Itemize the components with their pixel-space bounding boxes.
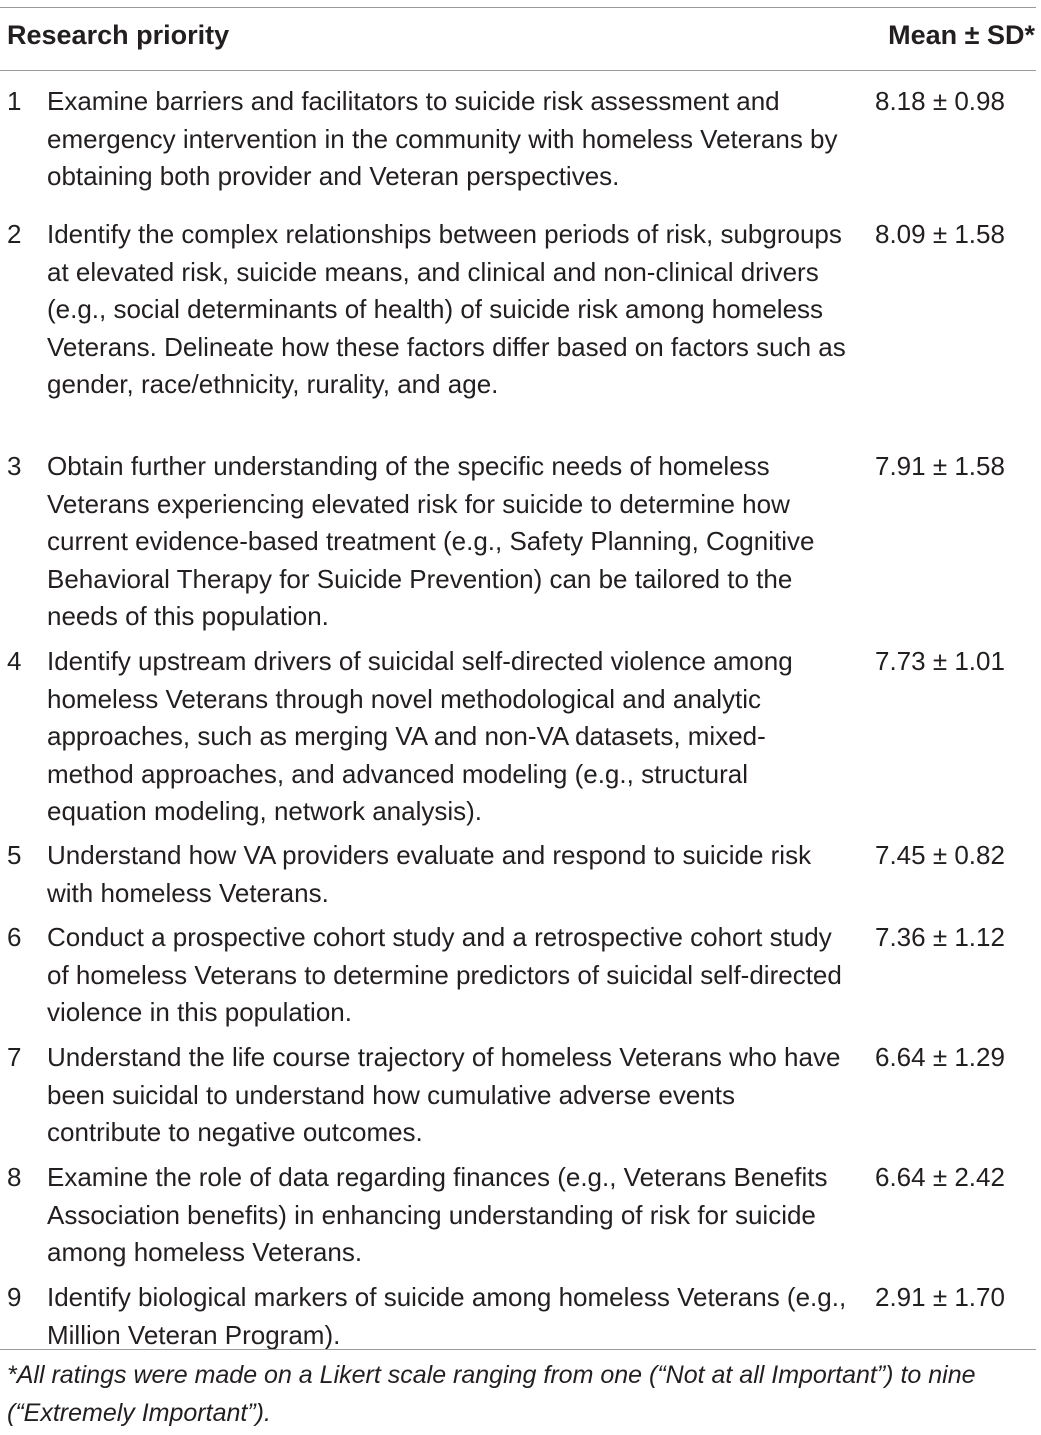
table-row <box>0 1279 1041 1359</box>
row-rank: 1 <box>7 86 22 116</box>
table-row <box>0 837 1041 919</box>
row-rank: 5 <box>7 840 22 870</box>
row-rank: 3 <box>7 451 22 481</box>
row-priority: Obtain further understanding of the specific needs of homeless Veterans experiencing elevated risk for suicide to determine how current evidence-based treatment (e.g., Safety Planning, Cognitive Behavioral Therapy for Suicide Prevention) can be tailored to the needs of this population. <box>47 451 815 631</box>
table-bottom-rule <box>0 1349 1036 1350</box>
table-row <box>0 448 1041 643</box>
table-footnote: *All ratings were made on a Likert scale ranging from one (“Not at all Important”) to nine (“Extremely Important”). <box>7 1361 976 1427</box>
row-priority: Examine barriers and facilitators to suicide risk assessment and emergency intervention in the community with homeless Veterans by obtaining both provider and Veteran perspectives. <box>47 86 838 191</box>
row-mean-sd: 7.45 ± 0.82 <box>875 840 1005 870</box>
row-mean-sd: 8.18 ± 0.98 <box>875 86 1005 116</box>
table-row <box>0 643 1041 837</box>
table-header <box>0 20 1036 56</box>
row-mean-sd: 2.91 ± 1.70 <box>875 1282 1005 1312</box>
table-header-rule <box>0 70 1036 71</box>
row-mean-sd: 7.91 ± 1.58 <box>875 451 1005 481</box>
row-mean-sd: 7.73 ± 1.01 <box>875 646 1005 676</box>
row-rank: 6 <box>7 922 22 952</box>
row-rank: 4 <box>7 646 22 676</box>
row-mean-sd: 7.36 ± 1.12 <box>875 922 1005 952</box>
row-priority: Understand the life course trajectory of homeless Veterans who have been suicidal to understand how cumulative adverse events contribute to negative outcomes. <box>47 1042 841 1147</box>
row-priority: Examine the role of data regarding finances (e.g., Veterans Benefits Association benefits) in enhancing understanding of risk for suicide among homeless Veterans. <box>47 1162 828 1267</box>
table-body <box>0 83 1041 1359</box>
table-row <box>0 1039 1041 1159</box>
row-priority: Conduct a prospective cohort study and a retrospective cohort study of homeless Veterans to determine predictors of suicidal self-directed violence in this population. <box>47 922 842 1027</box>
table-row <box>0 919 1041 1039</box>
row-rank: 8 <box>7 1162 22 1192</box>
row-rank: 2 <box>7 219 22 249</box>
table-row <box>0 83 1041 216</box>
row-priority: Understand how VA providers evaluate and respond to suicide risk with homeless Veterans. <box>47 840 812 908</box>
row-mean-sd: 8.09 ± 1.58 <box>875 219 1005 249</box>
row-priority: Identify biological markers of suicide among homeless Veterans (e.g., Million Veteran Program). <box>47 1282 847 1350</box>
row-rank: 9 <box>7 1282 22 1312</box>
row-priority: Identify the complex relationships between periods of risk, subgroups at elevated risk, suicide means, and clinical and non-clinical drivers (e.g., social determinants of health) of suicide risk among homeless Veterans. Delineate how these factors differ based on factors such as gender, race/ethnicity, rurality, and age. <box>47 219 846 399</box>
table-row <box>0 1159 1041 1279</box>
row-mean-sd: 6.64 ± 2.42 <box>875 1162 1005 1192</box>
row-priority: Identify upstream drivers of suicidal self-directed violence among homeless Veterans through novel methodological and analytic approaches, such as merging VA and non-VA datasets, mixed-method approaches, and advanced modeling (e.g., structural equation modeling, network analysis). <box>47 646 793 826</box>
column-header-research-priority: Research priority <box>7 20 230 50</box>
row-mean-sd: 6.64 ± 1.29 <box>875 1042 1005 1072</box>
row-rank: 7 <box>7 1042 22 1072</box>
table-row <box>0 216 1041 448</box>
column-header-mean-sd: Mean ± SD* <box>888 20 1035 50</box>
table-top-rule <box>0 7 1036 8</box>
